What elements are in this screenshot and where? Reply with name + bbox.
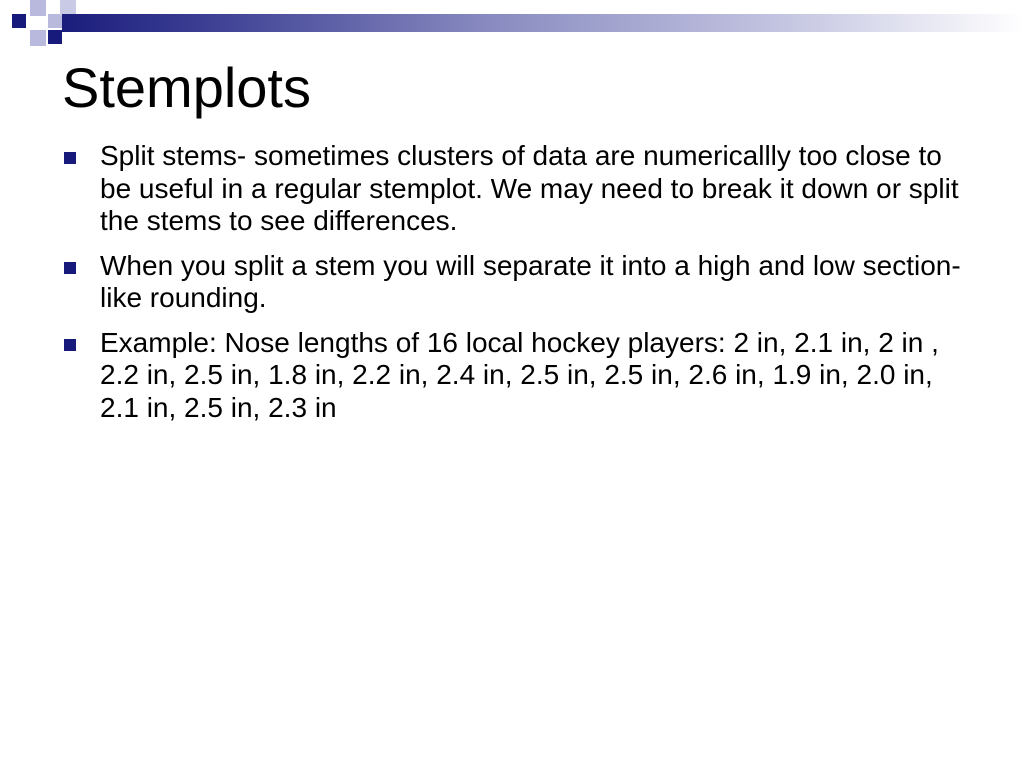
bullet-item bbox=[62, 250, 972, 315]
decorative-square-icon bbox=[48, 14, 62, 28]
decorative-square-icon bbox=[12, 14, 26, 28]
square-bullet-icon bbox=[64, 152, 76, 164]
slide-title: Stemplots bbox=[62, 56, 311, 119]
bullet-item bbox=[62, 140, 972, 238]
decorative-square-icon bbox=[48, 30, 62, 44]
square-bullet-icon bbox=[64, 339, 76, 351]
decorative-header bbox=[0, 0, 1024, 50]
bullet-item bbox=[62, 327, 972, 425]
bullet-list bbox=[62, 140, 972, 436]
bullet-text: When you split a stem you will separate it into a high and low section- like rounding. bbox=[100, 249, 961, 313]
square-bullet-icon bbox=[64, 262, 76, 274]
gradient-band bbox=[62, 14, 1024, 32]
decorative-square-icon bbox=[30, 0, 46, 16]
bullet-text: Split stems- sometimes clusters of data are numericallly too close to be useful in a regular stemplot. We may need to break it down or split the stems to see differences. bbox=[100, 140, 959, 236]
decorative-square-icon bbox=[30, 30, 46, 46]
bullet-text: Example: Nose lengths of 16 local hockey players: 2 in, 2.1 in, 2 in , 2.2 in, 2.5 in, 1.8 in, 2.2 in, 2.4 in, 2.5 in, 2.5 in, 2.6 in, 1.9 in, 2.0 in, 2.1 in, 2.5 in, 2.3 in bbox=[100, 326, 939, 423]
